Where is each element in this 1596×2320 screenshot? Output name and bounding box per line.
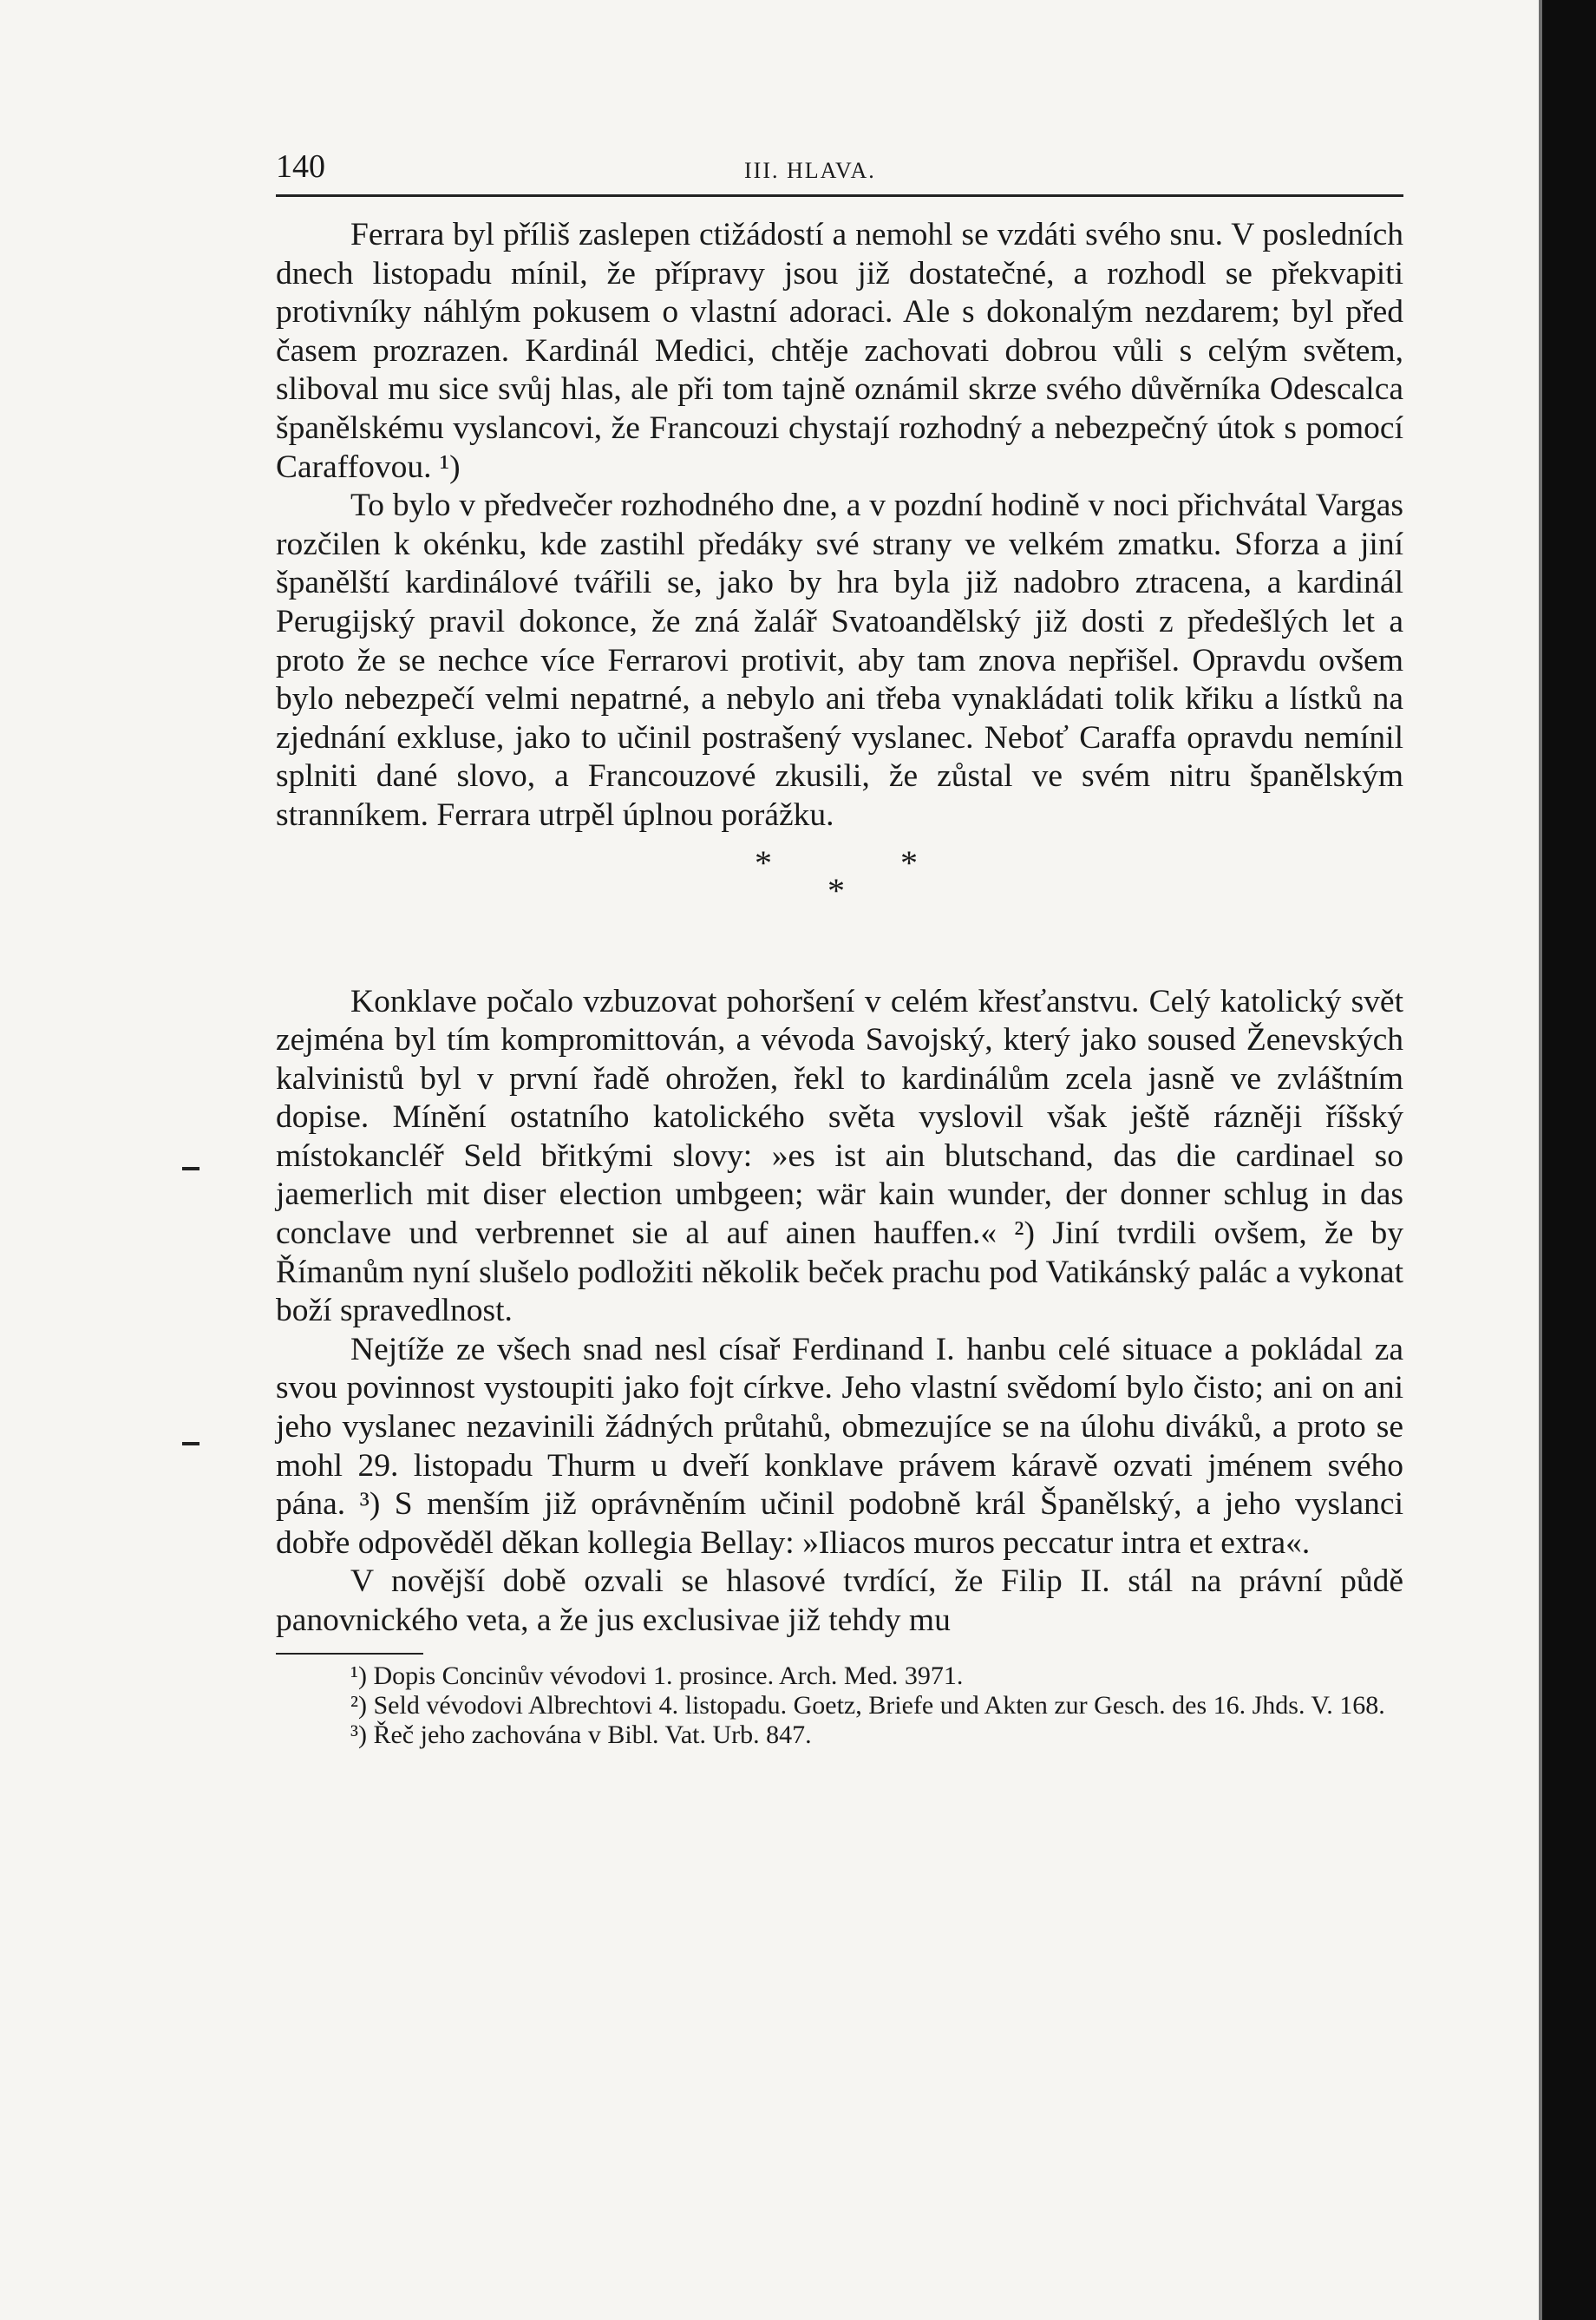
section-divider xyxy=(276,836,1403,983)
section-2 xyxy=(276,983,1403,1641)
chapter-title: III. HLAVA. xyxy=(744,158,876,183)
running-header xyxy=(276,147,1403,197)
page xyxy=(276,147,1403,1750)
footnote: ¹) Dopis Concinův vévodovi 1. prosince. Arch. Med. 3971. xyxy=(350,1661,964,1690)
section-1 xyxy=(276,216,1403,836)
footnote-divider xyxy=(276,1653,423,1655)
footnote: ²) Seld vévodovi Albrechtovi 4. listopadu. Goetz, Briefe und Akten zur Gesch. des 16. Jhds. V. 168. xyxy=(350,1690,1385,1720)
asterisk: * xyxy=(755,842,772,882)
margin-mark xyxy=(182,1442,200,1445)
margin-mark xyxy=(182,1167,200,1170)
footnote: ³) Řeč jeho zachována v Bibl. Vat. Urb. 847. xyxy=(350,1720,812,1749)
paragraph: V novější době ozvali se hlasové tvrdící, že Filip II. stál na právní půdě panovnického veta, a že jus exclusivae již tehdy mu xyxy=(276,1563,1403,1638)
page-number: 140 xyxy=(276,148,325,185)
paragraph: To bylo v předvečer rozhodného dne, a v pozdní hodině v noci přichvátal Vargas rozčilen k okénku, kde zastihl předáky své strany ve velkém zmatku. Sforza a jiní španělští kardinálové tvářili se, jako by hra byla již nadobro ztracena, a kardinál Perugijský pravil dokonce, že zná žalář Svatoandělský již dosti z předešlých let a proto že se nechce více Ferrarovi protivit, aby tam znova nepřišel. Opravdu ovšem bylo nebezpečí velmi nepatrné, a nebylo ani třeba vynakládati tolik křiku a lístků na zjednání exkluse, jako to učinil postrašený vyslanec. Neboť Caraffa opravdu nemínil splniti dané slovo, a Francouzové zkusili, že zůstal ve svém nitru španělským stranníkem. Ferrara utrpěl úplnou porážku. xyxy=(276,488,1403,833)
paragraph: Ferrara byl příliš zaslepen ctižádostí a nemohl se vzdáti svého snu. V posledních dnech listopadu mínil, že přípravy jsou již dostatečné, a rozhodl se překvapiti protivníky náhlým pokusem o vlastní adoraci. Ale s dokonalým nezdarem; byl před časem prozrazen. Kardinál Medici, chtěje zachovati dobrou vůli s celým světem, sliboval mu sice svůj hlas, ale při tom tajně oznámil skrze svého důvěrníka Odescalca španělskému vyslancovi, že Francouzi chystají rozhodný a nebezpečný útok s pomocí Caraffovou. ¹) xyxy=(276,217,1403,485)
scan-edge xyxy=(1542,0,1596,2320)
asterisk: * xyxy=(900,842,918,882)
footnotes xyxy=(276,1661,1403,1750)
asterisk: * xyxy=(827,870,845,910)
paragraph: Nejtíže ze všech snad nesl císař Ferdinand I. hanbu celé situace a pokládal za svou povinnost vystoupiti jako fojt církve. Jeho vlastní svědomí bylo čisto; ani on ani jeho vyslanec nezavinili žádných průtahů, obmezujíce se na úlohu diváků, a proto se mohl 29. listopadu Thurm u dveří konklave právem káravě ozvati jménem svého pána. ³) S menším již oprávněním učinil podobně král Španělský, a jeho vyslanci dobře odpověděl děkan kollegia Bellay: »Iliacos muros peccatur intra et extra«. xyxy=(276,1331,1403,1561)
paragraph: Konklave počalo vzbuzovat pohoršení v celém křesťanstvu. Celý katolický svět zejména byl tím kompromittován, a vévoda Savojský, který jako soused Ženevských kalvinistů byl v první řadě ohrožen, řekl to kardinálům zcela jasně ve zvláštním dopise. Mínění ostatního katolického světa vyslovil však ještě rázněji říšský místokancléř Seld břitkými slovy: »es ist ain blutschand, das die cardinael so jaemerlich mit diser election umbgeen; wär kain wunder, der donner schlug in das conclave und verbrennet sie al auf ainen hauffen.« ²) Jiní tvrdili ovšem, že by Římanům nyní slušelo podložiti několik beček prachu pod Vatikánský palác a vykonat boží spravedlnost. xyxy=(276,983,1403,1329)
